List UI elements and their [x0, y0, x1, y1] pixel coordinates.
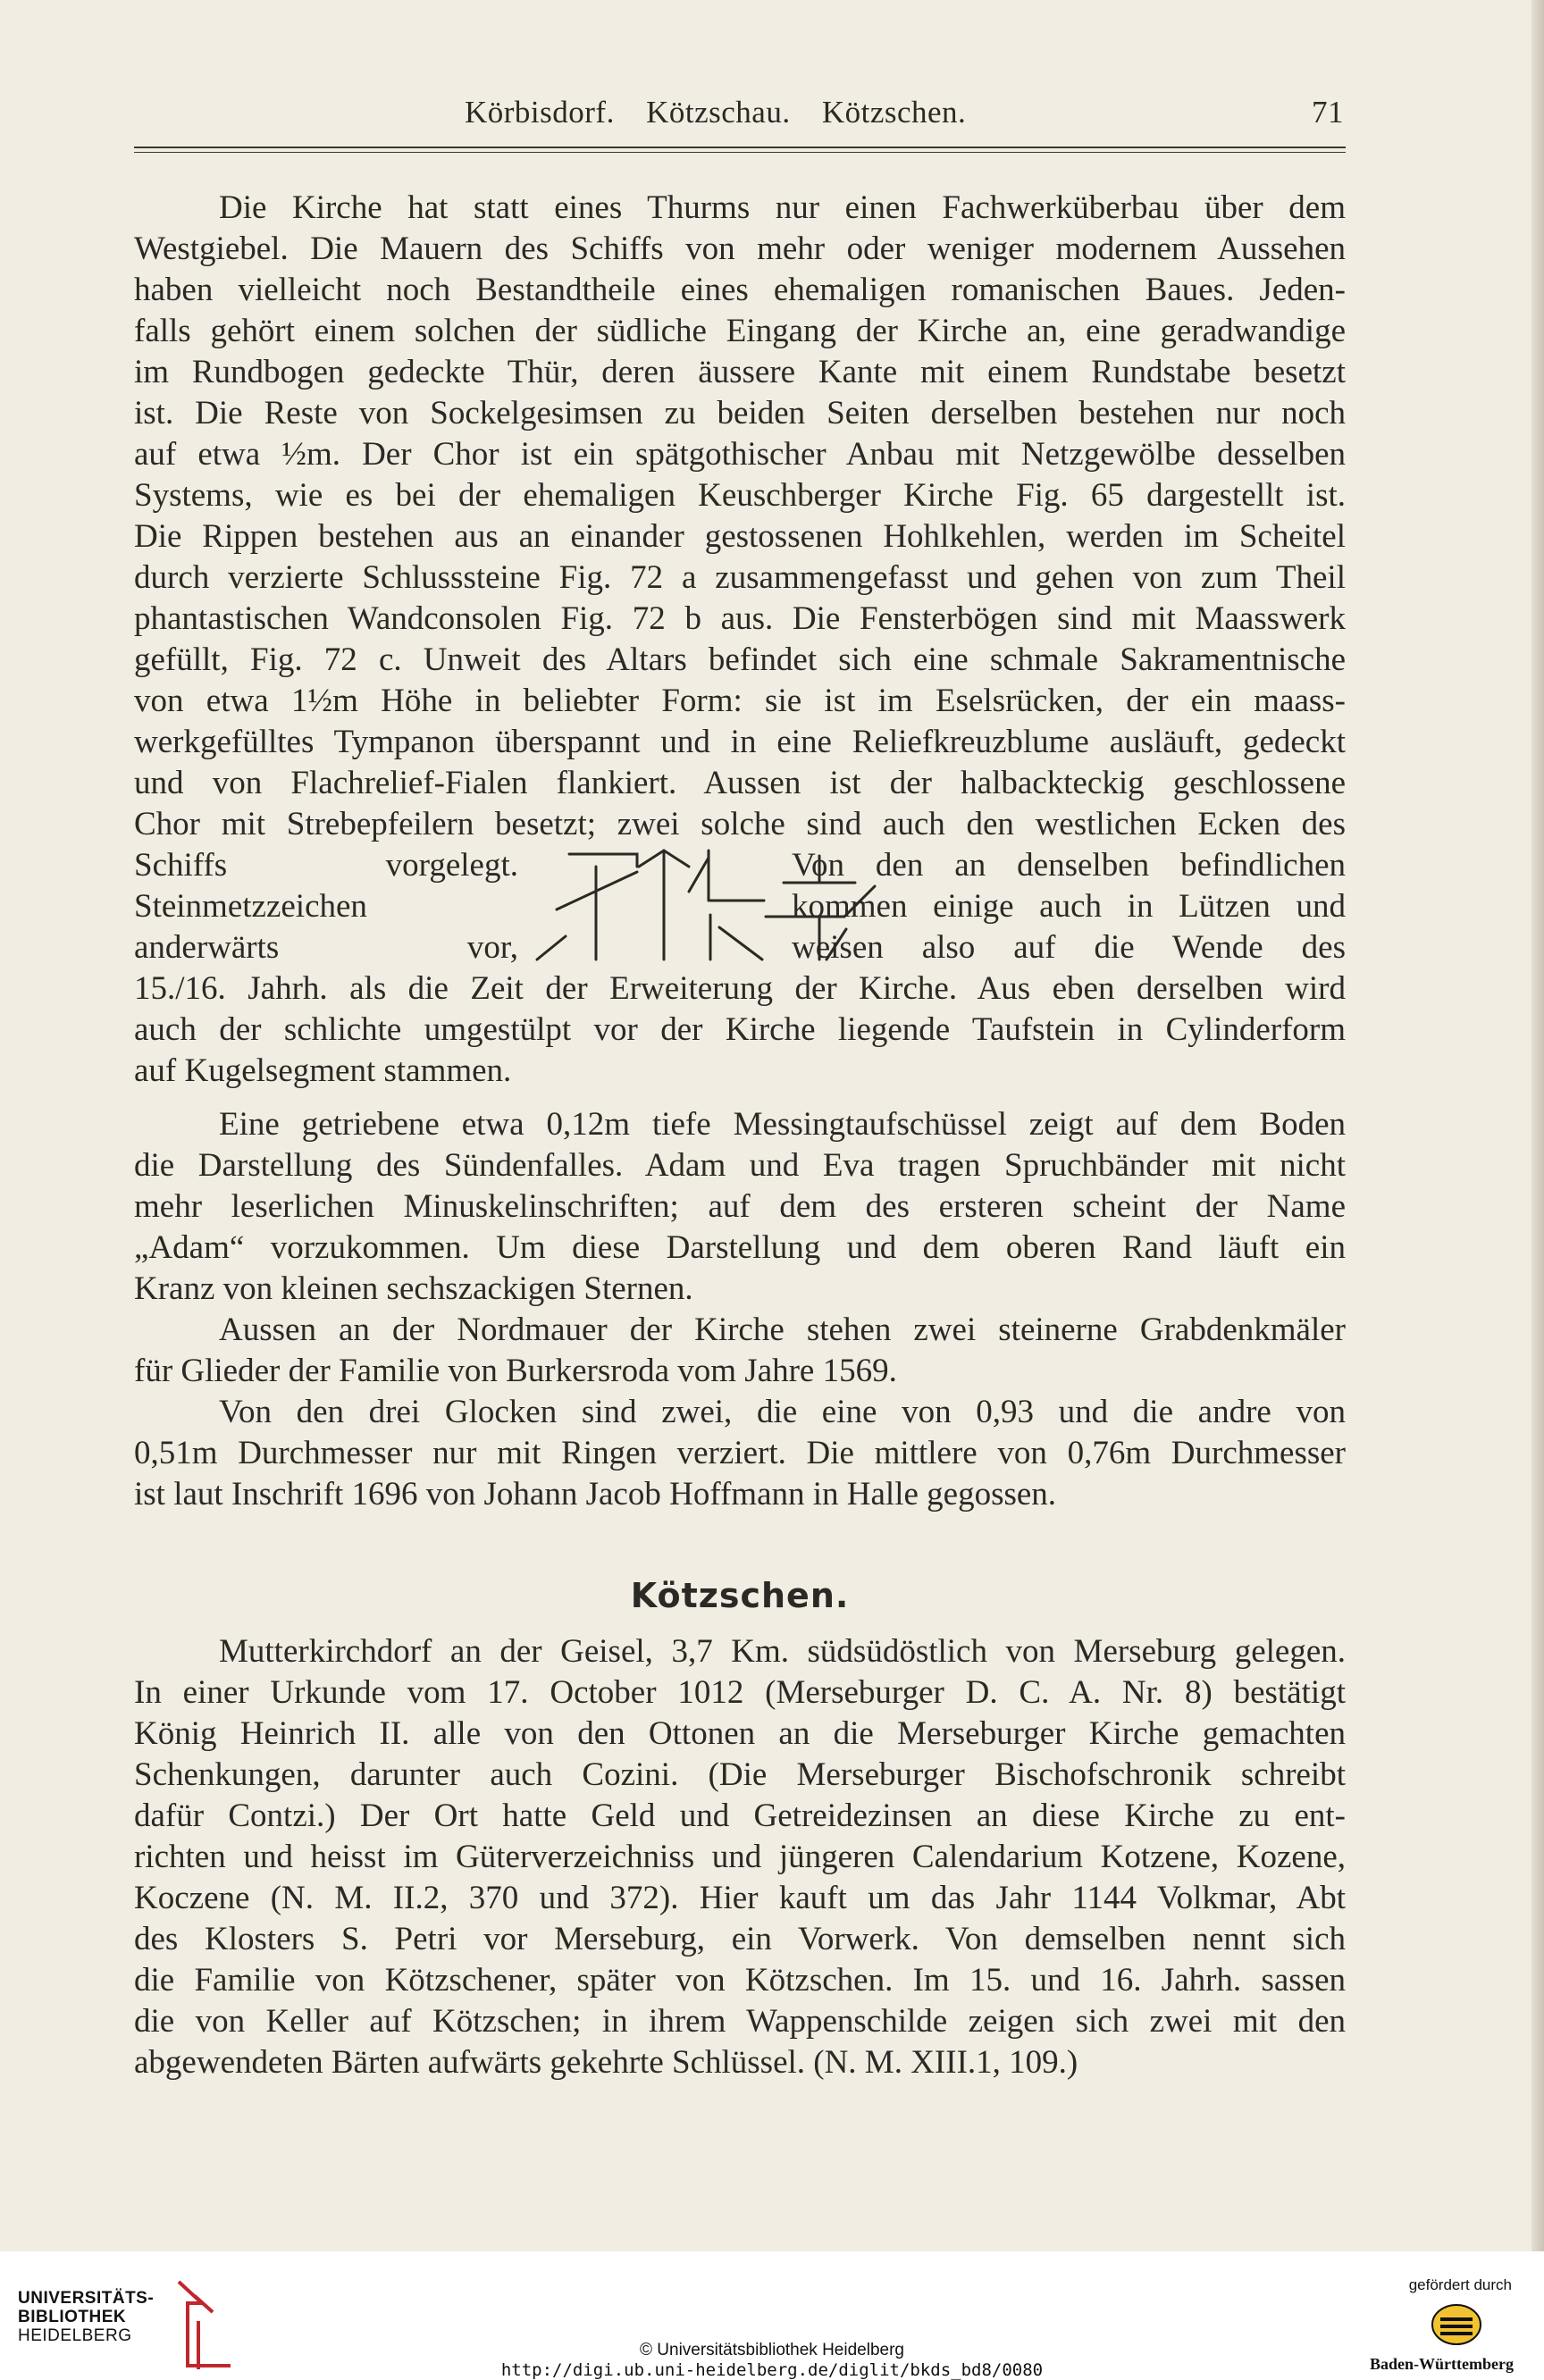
text-line: dafür Contzi.) Der Ort hatte Geld und Getreidezinsen an diese Kirche zu ent-: [134, 1798, 1346, 1834]
text-line: haben vielleicht noch Bestandtheile eines ehemaligen romanischen Baues. Jeden-: [134, 272, 1346, 308]
text-line: Die Rippen bestehen aus an einander gestossenen Hohlkehlen, werden im Scheitel: [134, 518, 1346, 555]
baden-wuerttemberg-lions-icon: [1430, 2298, 1483, 2351]
text-line: mehr leserlichen Minuskelinschriften; auf dem des ersteren scheint der Name: [134, 1188, 1346, 1225]
sponsor-name: Baden-Württemberg: [1370, 2355, 1514, 2373]
text-line: 0,51m Durchmesser nur mit Ringen verziert. Die mittlere von 0,76m Durchmesser: [134, 1435, 1346, 1471]
text-line: kommen einige auch in Lützen und: [792, 888, 1346, 925]
text-line: richten und heisst im Güterverzeichniss und jüngeren Calendarium Kotzene, Kozene,: [134, 1839, 1346, 1875]
library-name-line: UNIVERSITÄTS-: [18, 2289, 155, 2308]
text-line: ist laut Inschrift 1696 von Johann Jacob Hoffmann in Halle gegossen.: [134, 1476, 1057, 1513]
copyright-notice: © Universitätsbibliothek Heidelberg: [640, 2341, 904, 2359]
text-line: die Darstellung des Sündenfalles. Adam und Eva tragen Spruchbänder mit nicht: [134, 1147, 1346, 1184]
text-line: Aussen an der Nordmauer der Kirche stehen zwei steinerne Grabdenkmäler: [219, 1312, 1346, 1348]
text-line: Westgiebel. Die Mauern des Schiffs von mehr oder weniger modernem Aussehen: [134, 230, 1346, 267]
text-line: Mutterkirchdorf an der Geisel, 3,7 Km. südsüdöstlich von Merseburg gelegen.: [219, 1633, 1346, 1670]
text-line: Eine getriebene etwa 0,12m tiefe Messingtaufschüssel zeigt auf dem Boden: [219, 1106, 1346, 1143]
text-line: Schiffs vorgelegt.: [134, 847, 518, 884]
text-line: werkgefülltes Tympanon überspannt und in eine Reliefkreuzblume ausläuft, gedeckt: [134, 724, 1346, 760]
running-head-title: Kötzschau.: [646, 95, 791, 130]
text-line: 15./16. Jahrh. als die Zeit der Erweiterung der Kirche. Aus eben derselben wird: [134, 970, 1346, 1007]
mason-mark-1: [537, 854, 637, 960]
running-head-titles: [465, 95, 989, 130]
text-line: ist. Die Reste von Sockelgesimsen zu beiden Seiten derselben bestehen nur noch: [134, 395, 1346, 432]
library-name-line: HEIDELBERG: [18, 2326, 132, 2345]
paragraph-koetzschen: [134, 1631, 1346, 2083]
mason-marks-block: [134, 845, 1346, 968]
text-line: die von Keller auf Kötzschen; in ihrem Wappenschilde zeigen sich zwei mit den: [134, 2003, 1346, 2040]
running-head-title: Kötzschen.: [821, 95, 967, 130]
section-heading: Kötzschen.: [630, 1576, 850, 1615]
mason-text-right: [792, 845, 1346, 968]
text-line: Schenkungen, darunter auch Cozini. (Die Merseburger Bischofschronik schreibt: [134, 1756, 1346, 1793]
paragraph-bells: [134, 1392, 1346, 1515]
text-line: auf etwa ½m. Der Chor ist ein spätgothischer Anbau mit Netzgewölbe desselben: [134, 436, 1346, 473]
text-line: Koczene (N. M. II.2, 370 und 372). Hier kauft um das Jahr 1144 Volkmar, Abt: [134, 1880, 1346, 1916]
text-line: die Familie von Kötzschener, später von Kötzschen. Im 15. und 16. Jahrh. sassen: [134, 1962, 1346, 1999]
text-line: Die Kirche hat statt eines Thurms nur einen Fachwerküberbau über dem: [219, 189, 1346, 226]
running-head-title: Körbisdorf.: [465, 95, 615, 130]
header-rule: [134, 147, 1346, 153]
text-line: von etwa 1½m Höhe in beliebter Form: sie ist im Eselsrücken, der ein maass-: [134, 683, 1346, 719]
text-line: im Rundbogen gedeckte Thür, deren äussere Kante mit einem Rundstabe besetzt: [134, 354, 1346, 390]
text-line: und von Flachrelief-Fialen flankiert. Aussen ist der halbackteckig geschlossene: [134, 765, 1346, 801]
permalink[interactable]: http://digi.ub.uni-heidelberg.de/diglit/bkds_bd8/0080: [500, 2360, 1044, 2380]
running-head: [134, 95, 1344, 138]
text-line: phantastischen Wandconsolen Fig. 72 b aus. Die Fensterbögen sind mit Maasswerk: [134, 600, 1346, 637]
page-number: 71: [1312, 95, 1344, 130]
text-line: falls gehört einem solchen der südliche Eingang der Kirche an, eine geradwandige: [134, 313, 1346, 349]
text-line: Systems, wie es bei der ehemaligen Keuschberger Kirche Fig. 65 dargestellt ist.: [134, 477, 1346, 514]
text-line: durch verzierte Schlusssteine Fig. 72 a zusammengefasst und gehen von zum Theil: [134, 559, 1346, 596]
paragraph-baptismal-bowl: [134, 1104, 1346, 1310]
paragraph-tombs: [134, 1310, 1346, 1392]
mason-mark-2: [639, 851, 709, 960]
text-line: abgewendeten Bärten aufwärts gekehrte Schlüssel. (N. M. XIII.1, 109.): [134, 2044, 1078, 2081]
university-library-name: [18, 2289, 154, 2345]
text-line: auf Kugelsegment stammen.: [134, 1052, 512, 1089]
digitization-footer: [0, 2251, 1544, 2379]
text-line: auch der schlichte umgestülpt vor der Kirche liegende Taufstein in Cylinderform: [134, 1011, 1346, 1048]
text-line: Von den drei Glocken sind zwei, die eine von 0,93 und die andre von: [219, 1394, 1346, 1430]
mason-text-left: [134, 845, 518, 968]
text-line: In einer Urkunde vom 17. October 1012 (Merseburger D. C. A. Nr. 8) bestätigt: [134, 1674, 1346, 1711]
text-line: Kranz von kleinen sechszackigen Sternen.: [134, 1270, 693, 1307]
text-line: Chor mit Strebepfeilern besetzt; zwei solche sind auch den westlichen Ecken des: [134, 806, 1346, 842]
text-line: gefüllt, Fig. 72 c. Unweit des Altars befindet sich eine schmale Sakramentnische: [134, 641, 1346, 678]
sponsor-label: gefördert durch: [1408, 2276, 1512, 2293]
text-line: „Adam“ vorzukommen. Um diese Darstellung und dem oberen Rand läuft ein: [134, 1229, 1346, 1266]
text-line: des Klosters S. Petri vor Merseburg, ein Vorwerk. Von demselben nennt sich: [134, 1921, 1346, 1957]
text-line: für Glieder der Familie von Burkersroda vom Jahre 1569.: [134, 1353, 897, 1389]
text-line: König Heinrich II. alle von den Ottonen an die Merseburger Kirche gemachten: [134, 1715, 1346, 1752]
library-name-line: BIBLIOTHEK: [18, 2308, 127, 2326]
text-line: Von den an denselben befindlichen: [792, 847, 1346, 884]
text-line: weisen also auf die Wende des: [792, 929, 1346, 966]
paragraph-church: [134, 188, 1346, 1092]
text-line: anderwärts vor,: [134, 929, 518, 966]
mason-mark-3: [710, 901, 764, 960]
text-line: Steinmetzzeichen: [134, 888, 367, 925]
